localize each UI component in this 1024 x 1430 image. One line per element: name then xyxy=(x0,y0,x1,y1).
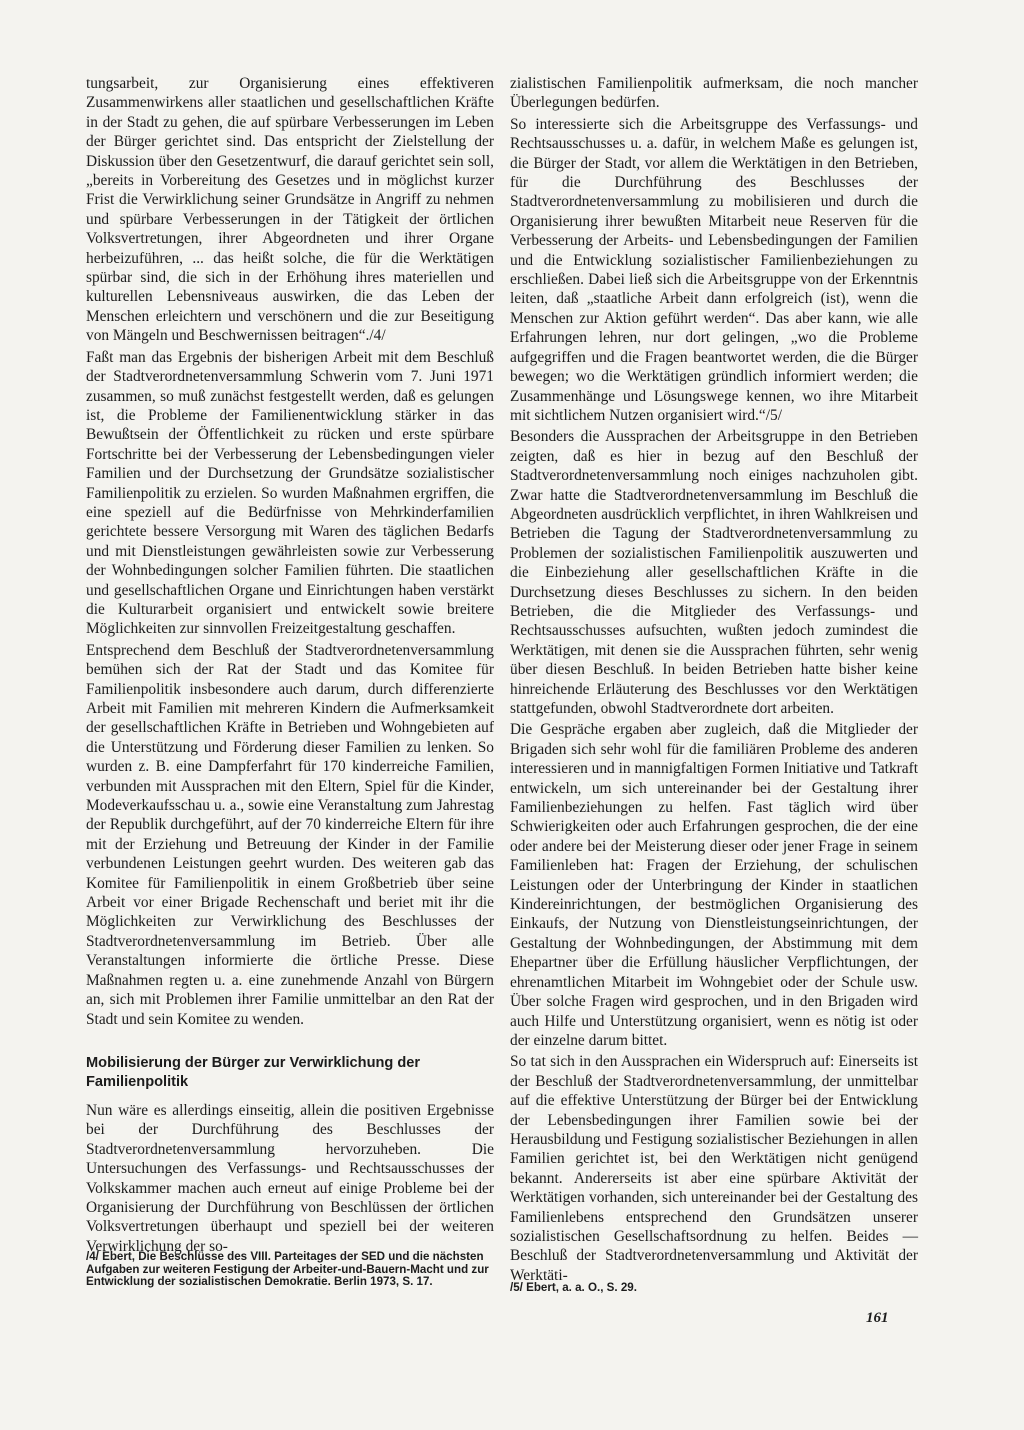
section-heading: Mobilisierung der Bürger zur Verwirklichung der Familienpolitik xyxy=(86,1054,421,1090)
paragraph: Faßt man das Ergebnis der bisherigen Arbeit mit dem Beschluß der Stadtverordnetenversammlung Schwerin vom 7. Juni 1971 zusammen, so muß zunächst festgestellt werden, daß es gelungen ist, die Probleme der Familienentwicklung stärker in das Bewußtsein der Öffentlichkeit zu rücken und erste spürbare Fortschritte bei der Verbesserung der Lebensbedingungen vieler Familien und der Durchsetzung der Grundsätze sozialistischer Familienpolitik zu erzielen. So wurden Maßnahmen ergriffen, die eine speziell auf die Bedürfnisse von Mehrkinderfamilien gerichtete bessere Versorgung mit Waren des täglichen Bedarfs und mit Dienstleistungen gewährleisten sowie zur Verbesserung der Wohnbedingungen solcher Familien führten. Die staatlichen und gesellschaftlichen Organe und Einrichtungen haben verstärkt die Kulturarbeit organisiert und entwickelt sowie breitere Möglichkeiten zur sinnvollen Freizeitgestaltung geschaffen. xyxy=(86,348,494,638)
right-column xyxy=(510,74,918,1287)
footnote-4: /4/ Ebert, Die Beschlüsse des VIII. Parteitages der SED und die nächsten Aufgaben zur weiteren Festigung der Arbeiter-und-Bauern-Macht und zur Entwicklung der sozialistischen Demokratie. Berlin 1973, S. 17. xyxy=(86,1250,489,1289)
paragraph: So interessierte sich die Arbeitsgruppe des Verfassungs- und Rechtsausschusses u. a. dafür, in welchem Maße es gelungen ist, die Bürger der Stadt, vor allem die Werktätigen in den Betrieben, für die Durchführung des Beschlusses der Stadtverordnetenversammlung zu mobilisieren und durch die Organisierung ihrer bewußten Mitarbeit neue Reserven für die Verbesserung der Arbeits- und Lebensbedingungen der Familien und die Entwicklung sozialistischer Familienbeziehungen zu erschließen. Dabei ließ sich die Arbeitsgruppe von der Erkenntnis leiten, daß „staatliche Arbeit dann erfolgreich (ist), wenn die Menschen zur Aktion geführt werden“. Das aber kann, wie alle Erfahrungen lehren, nur dort gelingen, „wo die Probleme aufgegriffen und die Fragen beantwortet werden, die die Bürger bewegen; wo die Werktätigen gründlich informiert werden; die Zusammenhänge und Lösungswege kennen, wo ihre Mitarbeit mit sichtlichem Nutzen organisiert wird.“/5/ xyxy=(510,115,918,424)
paragraph: Besonders die Aussprachen der Arbeitsgruppe in den Betrieben zeigten, daß es hier in bezug auf den Beschluß der Stadtverordnetenversammlung noch einiges nachzuholen gibt. Zwar hatte die Stadtverordnetenversammlung im Beschluß die Abgeordneten ausdrücklich verpflichtet, in ihren Wahlkreisen und Betrieben die Tagung der Stadtverordnetenversammlung zu Problemen der sozialistischen Familienpolitik auszuwerten und die Einbeziehung aller gesellschaftlichen Kräfte in die Durchsetzung dieses Beschlusses zu sichern. In den beiden Betrieben, die die Mitglieder des Verfassungs- und Rechtsausschusses aufsuchten, wußten jedoch zumindest die Werktätigen, mit denen sie die Aussprachen führten, sehr wenig über diesen Beschluß. In beiden Betrieben hatte bisher keine hinreichende Erläuterung des Beschlusses vor den Werktätigen stattgefunden, obwohl Stadtverordnete dort arbeiten. xyxy=(510,428,918,717)
footnote-5: /5/ Ebert, a. a. O., S. 29. xyxy=(510,1281,637,1294)
page-number: 161 xyxy=(866,1310,889,1326)
paragraph: Die Gespräche ergaben aber zugleich, daß die Mitglieder der Brigaden sich sehr wohl für die familiären Probleme des anderen interessieren und in mannigfaltigen Formen Initiative und Tatkraft entwickeln, um sich untereinander bei der Gestaltung ihrer Familienbeziehungen zu helfen. Fast täglich wird über Schwierigkeiten oder auch Erfahrungen gesprochen, die der eine oder andere bei der Meisterung dieser oder jener Frage in seinem Familienleben hat: Fragen der Erziehung, der schulischen Leistungen oder der Unterbringung der Kinder in staatlichen Kindereinrichtungen, der bestmöglichen Organisierung des Einkaufs, der Nutzung von Dienstleistungseinrichtungen, der Gestaltung der Wohnbedingungen, der Abstimmung mit dem Ehepartner über die Erfüllung häuslicher Verpflichtungen, der ehrenamtlichen Mitarbeit im Wohngebiet oder der Schule usw. Über solche Fragen wird gesprochen, und in den Brigaden wird auch Hilfe und Unterstützung organisiert, wenn es nötig ist oder der einzelne darum bittet. xyxy=(510,721,918,1049)
paragraph: Entsprechend dem Beschluß der Stadtverordnetenversammlung bemühen sich der Rat der Stadt und das Komitee für Familienpolitik insbesondere auch darum, durch differenzierte Arbeit mit Familien mit mehreren Kindern die Aufmerksamkeit der gesellschaftlichen Kräfte in Betrieben und Wohngebieten auf die Unterstützung und Förderung dieser Familien zu lenken. So wurden z. B. eine Dampferfahrt für 170 kinderreiche Familien, verbunden mit Aussprachen mit den Eltern, Spiel für die Kinder, Modeverkaufsschau u. a., sowie eine Veranstaltung zum Jahrestag der Republik durchgeführt, auf der 70 kinderreiche Eltern für ihre mit der Erziehung und Betreuung der Kinder in der Familie verbundenen Leistungen geehrt wurden. Des weiteren gab das Komitee für Familienpolitik in einem Großbetrieb über seine Arbeit vor einer Brigade Rechenschaft und beriet mit ihr die Möglichkeiten zur Verwirklichung des Beschlusses der Stadtverordnetenversammlung im Betrieb. Über alle Veranstaltungen informierte die örtliche Presse. Diese Maßnahmen regten u. a. eine zunehmende Anzahl von Bürgern an, sich mit Problemen ihrer Familie unmittelbar an den Rat der Stadt und sein Komitee zu wenden. xyxy=(86,641,494,1028)
paragraph: So tat sich in den Aussprachen ein Widerspruch auf: Einerseits ist der Beschluß der Stadtverordnetenversammlung, der unmittelbar auf die effektive Unterstützung der Bürger bei der Entwicklung der Lebensbedingungen ihrer Familien sowie bei der Herausbildung und Festigung sozialistischer Beziehungen in allen Familien gerichtet ist, bei den Werktätigen nicht genügend bekannt. Andererseits ist aber eine spürbare Aktivität der Werktätigen vorhanden, sich untereinander bei der Gestaltung des Familienlebens entsprechend den Grundsätzen unserer sozialistischen Gesellschaftsordnung zu helfen. Beides — Beschluß der Stadtverordnetenversammlung und Aktivität der Werktäti- xyxy=(510,1053,918,1284)
paragraph: tungsarbeit, zur Organisierung eines effektiveren Zusammenwirkens aller staatlichen und gesellschaftlichen Kräfte in der Stadt zu gehen, die auf spürbare Verbesserungen im Leben der Bürger gerichtet sind. Das entspricht der Zielstellung der Diskussion über den Gesetzentwurf, die darauf gerichtet sein soll, „bereits in Vorbereitung des Gesetzes und in möglichst kurzer Frist die Verwirklichung seiner Grundsätze in Angriff zu nehmen und spürbare Verbesserungen in der Tätigkeit der örtlichen Volksvertretungen, ihrer Abgeordneten und ihrer Organe herbeizuführen, ... das heißt solche, die für die Werktätigen spürbar sind, die sich in der Erhöhung ihres materiellen und kulturellen Lebensniveaus auswirken, die das Leben der Menschen erleichtern und verschönern und die zur Beseitigung von Mängeln und Beschwernissen beitragen“./4/ xyxy=(86,75,494,345)
paragraph: zialistischen Familienpolitik aufmerksam, die noch mancher Überlegungen bedürfen. xyxy=(510,75,918,112)
paragraph: Nun wäre es allerdings einseitig, allein die positiven Ergebnisse bei der Durchführung des Beschlusses der Stadtverordnetenversammlung hervorzuheben. Die Untersuchungen des Verfassungs- und Rechtsausschusses der Volkskammer machen auch erneut auf einige Probleme bei der Organisierung der Durchführung von Beschlüssen der örtlichen Volksvertretungen überhaupt und speziell bei der weiteren Verwirklichung der so- xyxy=(86,1101,494,1255)
left-column xyxy=(86,74,494,1258)
